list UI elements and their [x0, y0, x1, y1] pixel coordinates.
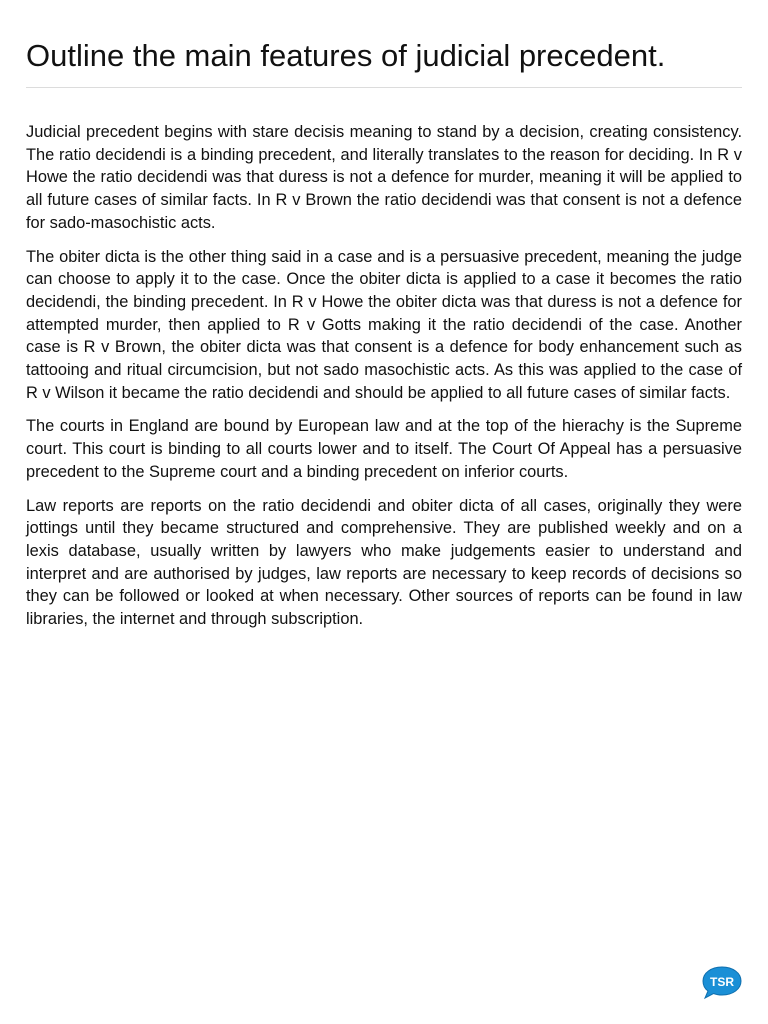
paragraph-obiter-dicta: The obiter dicta is the other thing said in a case and is a persuasive precedent, meaning the judge can choose to apply it to the case. Once the obiter dicta is applied to a case it becomes the ratio decidendi, the binding precedent. In R v Howe the obiter dicta was that duress is not a defence for attempted murder, then applied to R v Gotts making it the ratio decidendi of the case. Another case is R v Brown, the obiter dicta was that consent is a defence for body enhancement such as tattooing and ritual circumcision, but not sado masochistic acts. As this was applied to the case of R v Wilson it became the ratio decidendi and should be applied to all future cases of similar facts. — [26, 247, 742, 402]
tsr-logo-graphic — [701, 965, 743, 1001]
paragraph-stare-decisis: Judicial precedent begins with stare decisis meaning to stand by a decision, creating consistency. The ratio decidendi is a binding precedent, and literally translates to the reason for deciding. In R v Howe the ratio decidendi was that duress is not a defence for murder, meaning it will be applied to all future cases of similar facts. In R v Brown the ratio decidendi was that consent is not a defence for sado-masochistic acts. — [26, 123, 742, 232]
tsr-logo-text: TSR — [710, 975, 734, 989]
page-title: Outline the main features of judicial precedent. — [26, 38, 666, 73]
tsr-logo-icon — [701, 965, 743, 1001]
document-body — [26, 121, 742, 642]
title-divider — [26, 87, 742, 88]
paragraph-law-reports: Law reports are reports on the ratio decidendi and obiter dicta of all cases, originally they were jottings until they became structured and comprehensive. They are published weekly and on a lexis database, usually written by lawyers who make judgements easier to understand and interpret and are authorised by judges, law reports are necessary to keep records of decisions so they can be followed or looked at when necessary. Other sources of reports can be found in law libraries, the internet and through subscription. — [26, 496, 742, 629]
paragraph-court-hierarchy: The courts in England are bound by European law and at the top of the hierachy is the Supreme court. This court is binding to all courts lower and to itself. The Court Of Appeal has a persuasive precedent to the Supreme court and a binding precedent on inferior courts. — [26, 417, 742, 481]
